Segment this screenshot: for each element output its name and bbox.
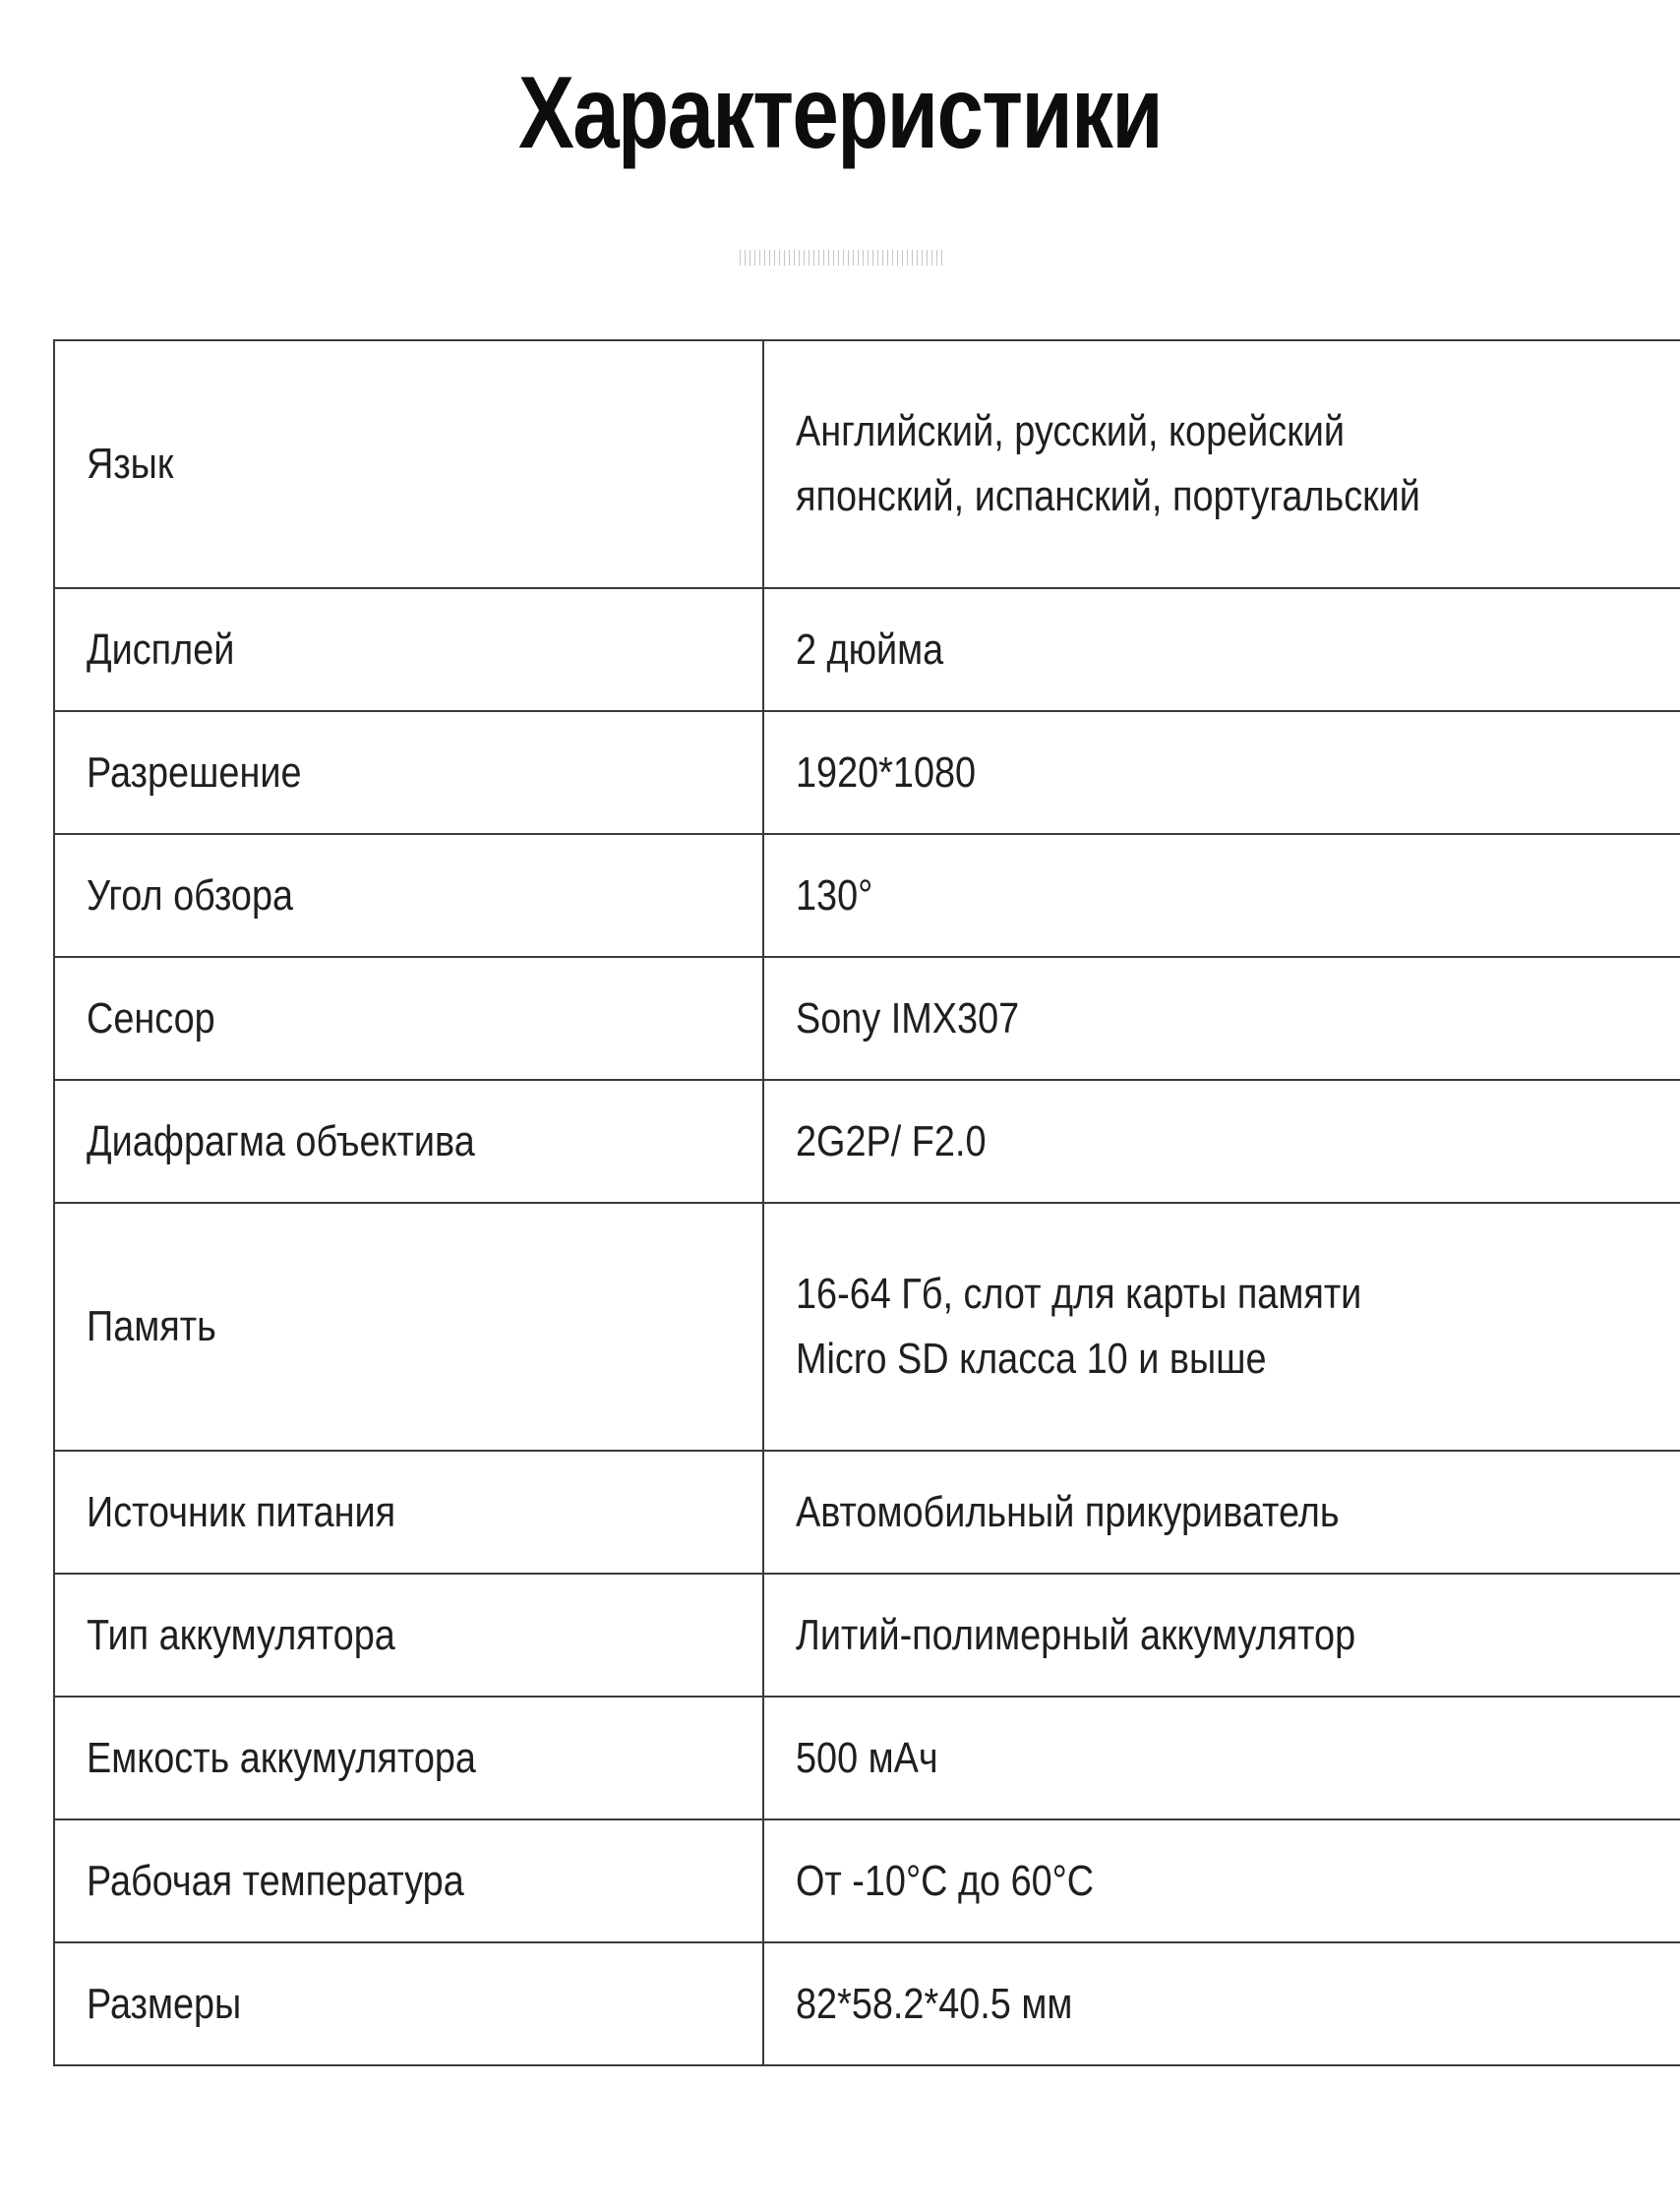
spec-label: Размеры [87, 1979, 242, 2028]
spec-value-line: Английский, русский, корейский [796, 407, 1346, 455]
spec-value: 1920*1080 [796, 747, 977, 797]
spec-label-cell [54, 1697, 763, 1819]
spec-label-cell [54, 588, 763, 711]
table-row [54, 1574, 1680, 1697]
spec-value: Автомобильный прикуриватель [796, 1487, 1340, 1536]
specs-table [53, 339, 1680, 2066]
spec-label-cell [54, 1574, 763, 1697]
spec-value-line: Micro SD класса 10 и выше [796, 1335, 1267, 1383]
spec-value-cell [763, 1451, 1680, 1574]
table-row [54, 340, 1680, 588]
spec-label-cell [54, 1451, 763, 1574]
title-divider [740, 250, 942, 266]
spec-label-cell [54, 1080, 763, 1203]
spec-value: 500 мАч [796, 1733, 938, 1782]
spec-value-cell [763, 834, 1680, 957]
spec-value-cell [763, 1942, 1680, 2065]
spec-label-cell [54, 957, 763, 1080]
spec-value-line: японский, испанский, португальский [796, 472, 1420, 520]
spec-label: Язык [87, 440, 174, 488]
spec-value-cell [763, 1819, 1680, 1942]
spec-value-line: 16-64 Гб, слот для карты памяти [796, 1270, 1362, 1318]
spec-value: От -10°C до 60°C [796, 1856, 1095, 1905]
spec-label-cell [54, 1942, 763, 2065]
table-row [54, 588, 1680, 711]
spec-value-cell [763, 588, 1680, 711]
table-row [54, 1080, 1680, 1203]
spec-value: Sony IMX307 [796, 993, 1020, 1043]
table-row [54, 711, 1680, 834]
spec-label: Разрешение [87, 747, 302, 797]
spec-value [796, 1262, 1361, 1392]
spec-label: Емкость аккумулятора [87, 1733, 476, 1782]
spec-label: Угол обзора [87, 870, 294, 920]
spec-value: 130° [796, 870, 873, 920]
spec-label: Тип аккумулятора [87, 1610, 395, 1659]
spec-label: Диафрагма объектива [87, 1116, 475, 1165]
table-row [54, 957, 1680, 1080]
spec-value-cell [763, 711, 1680, 834]
spec-value: 82*58.2*40.5 мм [796, 1979, 1073, 2028]
spec-label-cell [54, 340, 763, 588]
table-row [54, 1819, 1680, 1942]
spec-label: Сенсор [87, 993, 215, 1043]
spec-label-cell [54, 1203, 763, 1451]
table-row [54, 1697, 1680, 1819]
spec-label: Память [87, 1302, 216, 1350]
spec-label-cell [54, 711, 763, 834]
spec-value: 2 дюйма [796, 625, 944, 674]
spec-label-cell [54, 834, 763, 957]
table-row [54, 1203, 1680, 1451]
table-row [54, 1451, 1680, 1574]
page-title: Характеристики [517, 56, 1163, 170]
spec-value-cell [763, 1080, 1680, 1203]
spec-value-cell [763, 1574, 1680, 1697]
spec-value: 2G2P/ F2.0 [796, 1116, 987, 1165]
spec-value [796, 399, 1420, 529]
spec-label: Дисплей [87, 625, 235, 674]
spec-value-cell [763, 957, 1680, 1080]
spec-value-cell [763, 1203, 1680, 1451]
table-row [54, 1942, 1680, 2065]
spec-label: Источник питания [87, 1487, 396, 1536]
spec-value-cell [763, 340, 1680, 588]
spec-label: Рабочая температура [87, 1856, 464, 1905]
table-row [54, 834, 1680, 957]
spec-value: Литий-полимерный аккумулятор [796, 1610, 1356, 1659]
spec-value-cell [763, 1697, 1680, 1819]
spec-label-cell [54, 1819, 763, 1942]
